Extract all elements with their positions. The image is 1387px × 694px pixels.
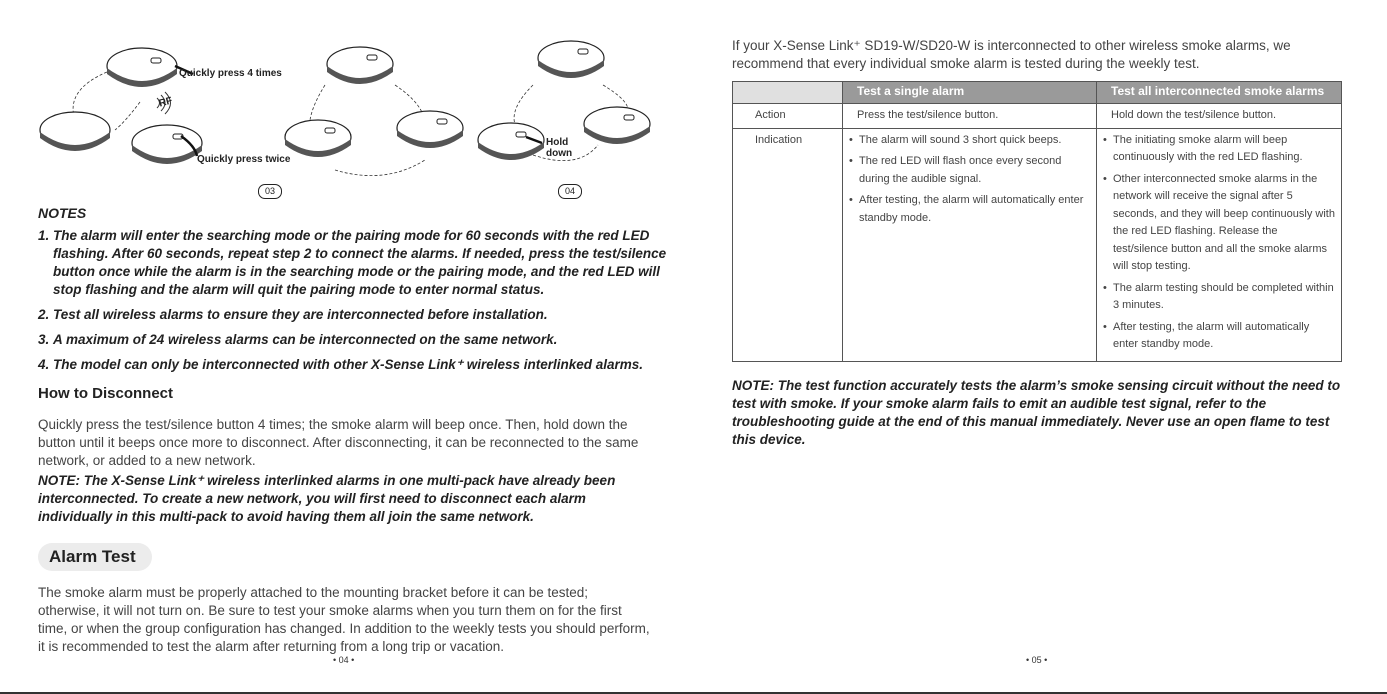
callout-press-twice: Quickly press twice xyxy=(197,154,291,165)
table-header-all: Test all interconnected smoke alarms xyxy=(1097,82,1342,104)
disconnect-note: NOTE: The X-Sense Link⁺ wireless interlinked alarms in one multi-pack have already been interconnected. To create a new network, you will first need to disconnect each alarm individually in this multi-pack to avoid having them all join the same network. xyxy=(38,473,616,524)
smoke-alarm-icon xyxy=(478,123,544,160)
list-item: • The alarm testing should be completed within 3 minutes. xyxy=(1103,281,1334,311)
cell-action-all: Hold down the test/silence button. xyxy=(1097,104,1342,129)
callout-press-4-times: Quickly press 4 times xyxy=(179,68,282,79)
left-page xyxy=(0,0,693,694)
step-label-04: 04 xyxy=(558,184,582,199)
row-label-indication: Indication xyxy=(733,128,843,361)
cell-action-single: Press the test/silence button. xyxy=(843,104,1097,129)
table-row xyxy=(733,128,1342,361)
note-item: 4. The model can only be interconnected with other X-Sense Link⁺ wireless interlinked alarms. xyxy=(38,357,644,372)
how-to-disconnect-body: Quickly press the test/silence button 4 times; the smoke alarm will beep once. Then, hold down the button until it beeps once more to disconnect. After disconnecting, it can be reconnected to the same network, or added to a new network. xyxy=(38,417,639,468)
list-item: • The initiating smoke alarm will beep continuously with the red LED flashing. xyxy=(1103,133,1303,163)
callout-hold: Hold xyxy=(546,137,569,148)
list-item: • The red LED will flash once every second during the audible signal. xyxy=(849,155,1062,185)
smoke-alarm-icon xyxy=(327,47,393,84)
cell-indication-all xyxy=(1097,128,1342,361)
list-item: • Other interconnected smoke alarms in the network will receive the signal after 5 seconds, and they will beep continuously with the red LED flashing. Release the test/silence button and all the smoke alarms will stop testing. xyxy=(1103,172,1335,272)
pairing-diagram-drawing xyxy=(35,30,295,200)
ring-diagram-drawing xyxy=(285,35,470,185)
table-header-blank xyxy=(733,82,843,104)
table-header-single: Test a single alarm xyxy=(843,82,1097,104)
note-item: 3. A maximum of 24 wireless alarms can be interconnected on the same network. xyxy=(38,332,558,347)
test-diagram-drawing xyxy=(478,35,663,185)
weekly-test-intro: If your X-Sense Link⁺ SD19-W/SD20-W is interconnected to other wireless smoke alarms, we recommend that every individual smoke alarm is tested during the weekly test. xyxy=(732,38,1291,71)
right-page xyxy=(694,0,1387,694)
ring-diagram xyxy=(285,35,470,185)
list-item: • After testing, the alarm will automatically enter standby mode. xyxy=(849,194,1084,224)
alarm-test-table xyxy=(732,81,1342,362)
note-item: 1. The alarm will enter the searching mode or the pairing mode for 60 seconds with the red LED flashing. After 60 seconds, repeat step 2 to connect the alarms. If needed, press the test/silence button once while the alarm is in the searching mode or the pairing mode, and the red LED will stop flashing and the alarm will quit the pairing mode to enter normal status. xyxy=(38,228,667,297)
test-function-note: NOTE: The test function accurately tests the alarm’s smoke sensing circuit without the need to test with smoke. If your smoke alarm fails to emit an audible test signal, refer to the troubleshooting guide at the end of this manual immediately. Never use an open flame to test this device. xyxy=(732,378,1341,447)
page-number-left: • 04 • xyxy=(333,655,355,665)
notes-title: NOTES xyxy=(38,205,87,221)
smoke-alarm-icon xyxy=(107,48,177,87)
test-diagram xyxy=(478,35,663,185)
cell-indication-single xyxy=(843,128,1097,361)
alarm-test-heading-pill xyxy=(38,543,152,571)
smoke-alarm-icon xyxy=(584,107,650,144)
alarm-test-body: The smoke alarm must be properly attached to the mounting bracket before it can be tested; otherwise, it will not turn on. Be sure to test your smoke alarms when you turn them on for the first time, or when the group configuration has changed. In addition to the weekly tests you should perform, it is recommended to test the alarm after returning from a long trip or vacation. xyxy=(38,585,650,654)
notes-list xyxy=(38,227,678,381)
callout-rf: RF xyxy=(157,95,174,110)
row-label-action: Action xyxy=(733,104,843,129)
smoke-alarm-icon xyxy=(397,111,463,148)
page-number-right: • 05 • xyxy=(1026,655,1048,665)
table-header-row xyxy=(733,82,1342,104)
table-row xyxy=(733,104,1342,129)
smoke-alarm-icon xyxy=(538,41,604,78)
callout-down: down xyxy=(546,148,573,159)
smoke-alarm-icon xyxy=(40,112,110,151)
alarm-test-heading: Alarm Test xyxy=(49,547,136,566)
list-item: • After testing, the alarm will automatically enter standby mode. xyxy=(1103,320,1310,350)
list-item: • The alarm will sound 3 short quick beeps. xyxy=(849,133,1062,146)
smoke-alarm-icon xyxy=(285,120,351,157)
pairing-diagram xyxy=(35,30,295,200)
note-item: 2. Test all wireless alarms to ensure they are interconnected before installation. xyxy=(38,307,548,322)
step-label-03: 03 xyxy=(258,184,282,199)
how-to-disconnect-heading: How to Disconnect xyxy=(38,385,174,402)
